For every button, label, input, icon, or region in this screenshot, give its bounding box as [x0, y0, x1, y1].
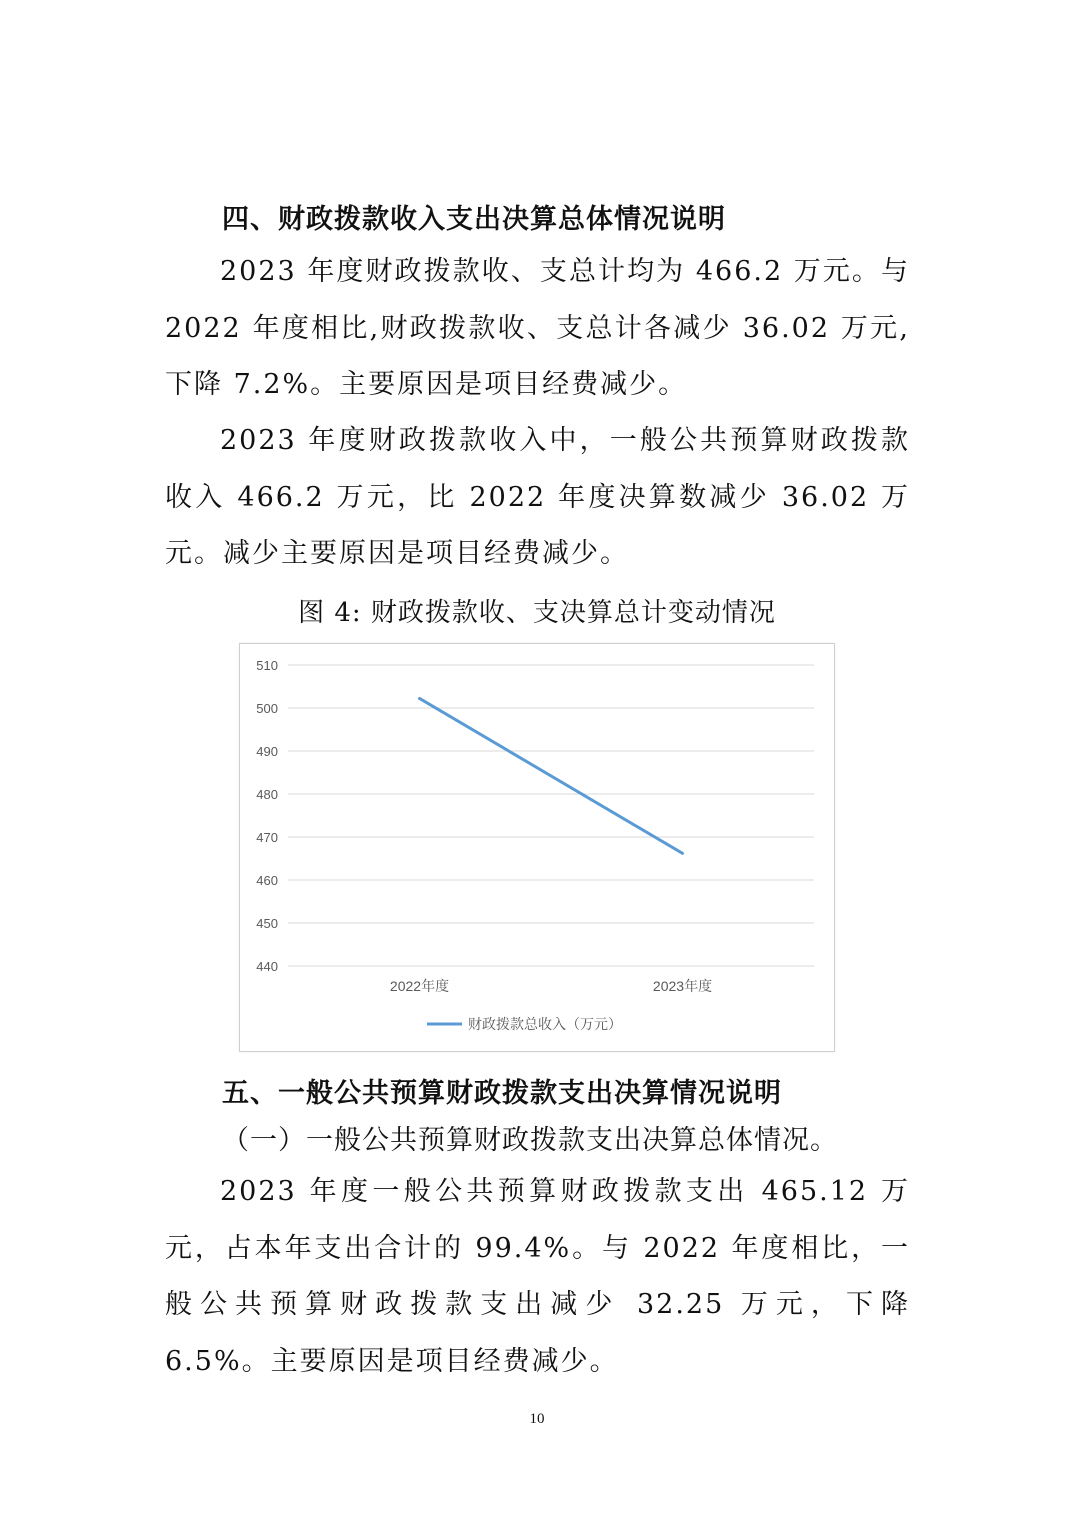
section-5-subheading: （一）一般公共预算财政拨款支出决算总体情况。 [222, 1125, 838, 1156]
section-4-heading: 四、财政拨款收入支出决算总体情况说明 [222, 204, 726, 235]
y-tick-labels [256, 658, 278, 974]
section-5-heading: 五、一般公共预算财政拨款支出决算情况说明 [222, 1078, 782, 1109]
y-tick-label: 480 [256, 787, 278, 802]
y-tick-label: 500 [256, 701, 278, 716]
page-number: 10 [529, 1411, 545, 1427]
x-tick-label: 2022年度 [389, 978, 450, 994]
y-tick-label: 490 [256, 744, 278, 759]
y-tick-label: 450 [256, 916, 278, 931]
grid-lines [288, 665, 814, 966]
legend-label: 财政拨款总收入（万元） [468, 1016, 622, 1032]
x-tick-labels [390, 978, 712, 994]
y-tick-label: 510 [256, 658, 278, 673]
series-line [420, 698, 683, 853]
section-5-paragraph-1: 2023 年度一般公共预算财政拨款支出 465.12 万元，占本年支出合计的 99.4%。与 2022 年度相比，一般公共预算财政拨款支出减少 32.25 万元，下降 6.5%。主要原因是项目经费减少。 [165, 1176, 910, 1377]
section-4-paragraph-2: 2023 年度财政拨款收入中，一般公共预算财政拨款收入 466.2 万元，比 2022 年度决算数减少 36.02 万元。减少主要原因是项目经费减少。 [165, 425, 910, 569]
figure-caption: 图 4: 财政拨款收、支决算总计变动情况 [298, 598, 776, 628]
chart-canvas [240, 644, 834, 1051]
x-tick-label: 2023年度 [652, 978, 713, 994]
y-tick-label: 460 [256, 873, 278, 888]
section-4-paragraph-1: 2023 年度财政拨款收、支总计均为 466.2 万元。与 2022 年度相比,财政拨款收、支总计各减少 36.02 万元,下降 7.2%。主要原因是项目经费减少。 [165, 256, 910, 400]
legend [427, 1016, 622, 1032]
line-chart [239, 643, 835, 1052]
y-tick-label: 470 [256, 830, 278, 845]
series-lines [419, 698, 682, 853]
y-tick-label: 440 [256, 959, 278, 974]
